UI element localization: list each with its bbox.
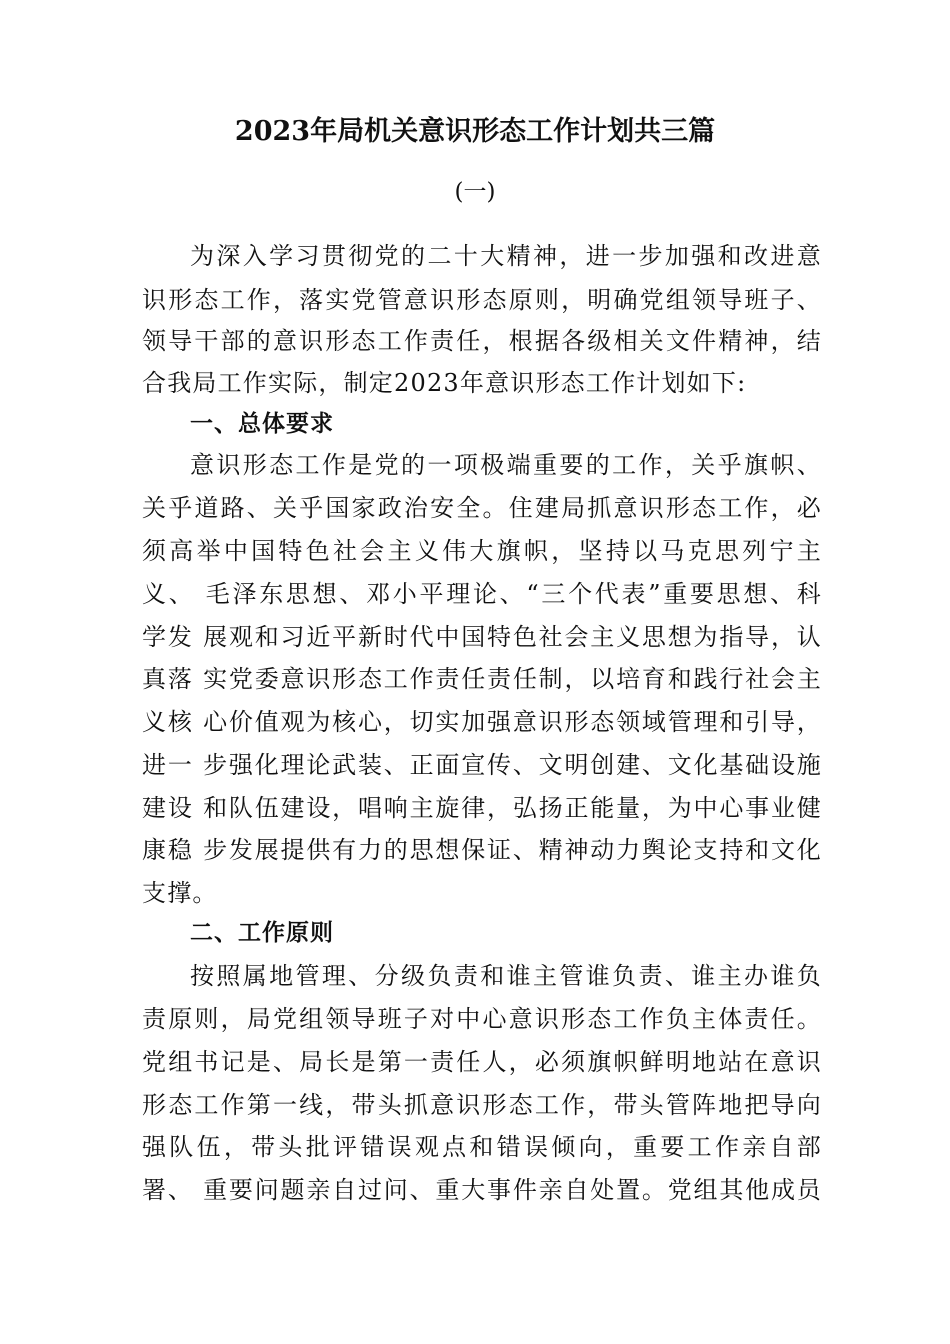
- section1-line: 进一 步强化理论武装、正面宣传、文明创建、文化基础设施: [142, 751, 822, 779]
- section1-line: 支撑。: [142, 879, 218, 907]
- section2-line: 党组书记是、局长是第一责任人，必须旗帜鲜明地站在意识: [142, 1048, 822, 1076]
- section2-line: 署、 重要问题亲自过问、重大事件亲自处置。党组其他成员: [142, 1176, 822, 1204]
- intro-line: 为深入学习贯彻党的二十大精神，进一步加强和改进意: [190, 242, 822, 270]
- section-heading-work-principles: 二、工作原则: [190, 920, 334, 946]
- section2-line: 责原则，局党组领导班子对中心意识形态工作负主体责任。: [142, 1005, 822, 1033]
- section2-line: 强队伍，带头批评错误观点和错误倾向，重要工作亲自部: [142, 1133, 822, 1161]
- section1-line: 意识形态工作是党的一项极端重要的工作，关乎旗帜、: [190, 451, 822, 479]
- section1-line: 义核 心价值观为核心，切实加强意识形态领域管理和引导，: [142, 708, 822, 736]
- section2-line: 形态工作第一线，带头抓意识形态工作，带头管阵地把导向: [142, 1091, 822, 1119]
- section1-line: 建设 和队伍建设，唱响主旋律，弘扬正能量，为中心事业健: [142, 794, 822, 822]
- section2-line: 按照属地管理、分级负责和谁主管谁负责、谁主办谁负: [190, 962, 822, 990]
- section1-line: 须高举中国特色社会主义伟大旗帜，坚持以马克思列宁主: [142, 537, 822, 565]
- intro-line: 领导干部的意识形态工作责任，根据各级相关文件精神，结: [142, 327, 822, 355]
- section1-line: 学发 展观和习近平新时代中国特色社会主义思想为指导，认: [142, 623, 822, 651]
- section-heading-overall-requirements: 一、总体要求: [190, 411, 334, 437]
- part-label: (一): [454, 179, 496, 205]
- section1-line: 康稳 步发展提供有力的思想保证、精神动力舆论支持和文化: [142, 836, 822, 864]
- document-title: 2023年局机关意识形态工作计划共三篇: [234, 116, 716, 147]
- section1-line: 真落 实党委意识形态工作责任责任制，以培育和践行社会主: [142, 665, 822, 693]
- section1-line: 义、 毛泽东思想、邓小平理论、“三个代表”重要思想、科: [142, 580, 822, 608]
- intro-line: 合我局工作实际，制定2023年意识形态工作计划如下:: [142, 369, 747, 397]
- section1-line: 关乎道路、关乎国家政治安全。住建局抓意识形态工作，必: [142, 494, 822, 522]
- intro-line: 识形态工作，落实党管意识形态原则，明确党组领导班子、: [142, 286, 822, 314]
